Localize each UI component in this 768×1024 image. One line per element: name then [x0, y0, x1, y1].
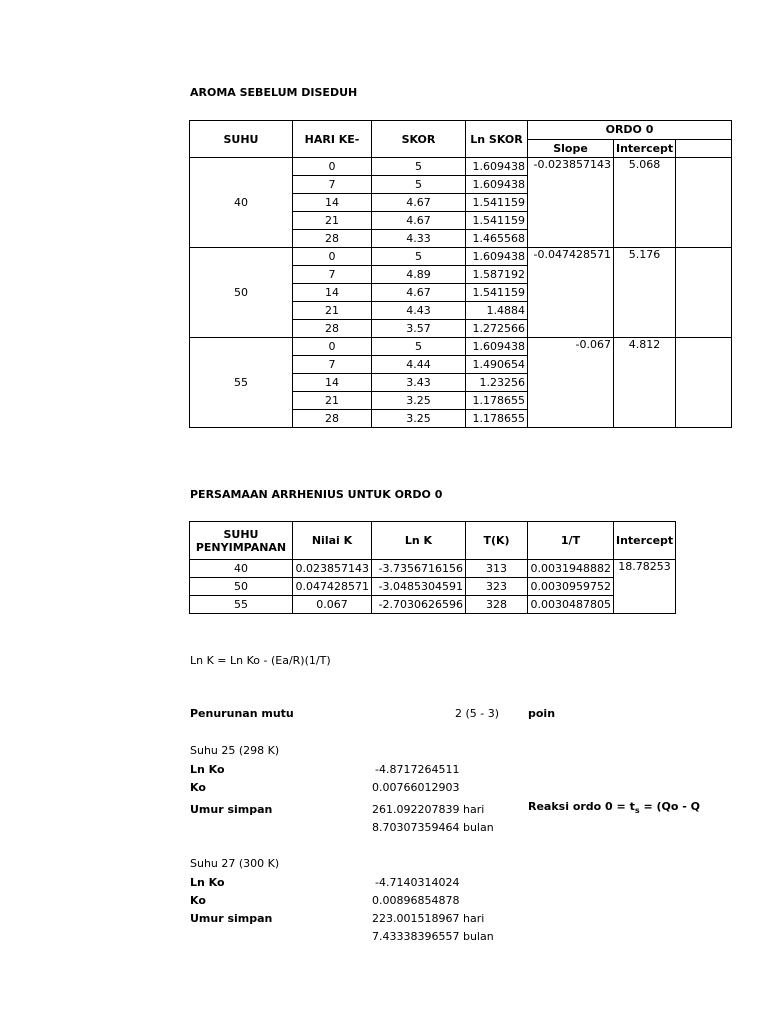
ln-skor-cell: 1.272566 — [466, 320, 528, 338]
row-t: 328 — [466, 596, 528, 614]
skor-cell: 4.67 — [372, 212, 466, 230]
reaksi-prefix: Reaksi ordo 0 = t — [528, 800, 635, 813]
suhu25-ko-value: 0.00766012903 — [372, 781, 460, 794]
header-skor: SKOR — [372, 121, 466, 158]
suhu25-lnko-value: -4.8717264511 — [375, 763, 460, 776]
hari-cell: 28 — [293, 320, 372, 338]
skor-cell: 3.25 — [372, 410, 466, 428]
ln-skor-cell: 1.609438 — [466, 248, 528, 266]
suhu-cell: 55 — [190, 338, 293, 428]
skor-cell: 3.57 — [372, 320, 466, 338]
intercept-cell: 4.812 — [614, 338, 676, 428]
ln-skor-cell: 1.490654 — [466, 356, 528, 374]
table-row — [190, 248, 732, 266]
row-t: 313 — [466, 560, 528, 578]
suhu25-title: Suhu 25 (298 K) — [190, 744, 280, 757]
ln-skor-cell: 1.541159 — [466, 212, 528, 230]
header-suhu-line1: SUHU — [223, 527, 259, 541]
suhu-cell: 50 — [190, 248, 293, 338]
skor-cell: 3.25 — [372, 392, 466, 410]
hari-cell: 28 — [293, 410, 372, 428]
row-lnk: -3.7356716156 — [372, 560, 466, 578]
arrhenius-equation: Ln K = Ln Ko - (Ea/R)(1/T) — [190, 654, 331, 667]
slope-cell: -0.023857143 — [528, 158, 614, 248]
suhu25-ko-label: Ko — [190, 781, 206, 794]
hari-cell: 21 — [293, 212, 372, 230]
ln-skor-cell: 1.4884 — [466, 302, 528, 320]
aroma-table-clip — [189, 120, 676, 432]
intercept-cell: 5.176 — [614, 248, 676, 338]
hari-cell: 14 — [293, 374, 372, 392]
header-intercept2: Intercept — [614, 522, 676, 560]
empty-cell — [676, 158, 732, 248]
skor-cell: 4.67 — [372, 194, 466, 212]
row-suhu: 40 — [190, 560, 293, 578]
reaksi-formula — [528, 800, 700, 815]
suhu25-umur-label: Umur simpan — [190, 803, 273, 816]
empty-cell — [676, 338, 732, 428]
skor-cell: 4.33 — [372, 230, 466, 248]
row-t: 323 — [466, 578, 528, 596]
ln-skor-cell: 1.609438 — [466, 338, 528, 356]
suhu27-lnko-value: -4.7140314024 — [375, 876, 460, 889]
header-suhu-line2: PENYIMPANAN — [195, 540, 287, 554]
suhu25-bulan: 8.70307359464 bulan — [372, 821, 494, 834]
hari-cell: 0 — [293, 338, 372, 356]
empty-cell — [676, 248, 732, 338]
suhu27-lnko-label: Ln Ko — [190, 876, 225, 889]
hari-cell: 7 — [293, 356, 372, 374]
hari-cell: 0 — [293, 248, 372, 266]
header-suhu-penyimpanan — [190, 522, 293, 560]
suhu25-hari: 261.092207839 hari — [372, 803, 485, 816]
header-hari: HARI KE- — [293, 121, 372, 158]
hari-cell: 28 — [293, 230, 372, 248]
header-ordo: ORDO 0 — [528, 121, 732, 140]
arrhenius-table-clip — [189, 521, 676, 616]
skor-cell: 5 — [372, 176, 466, 194]
hari-cell: 7 — [293, 176, 372, 194]
reaksi-suffix: = (Qo - Q — [639, 800, 701, 813]
reaksi-clip — [528, 798, 701, 820]
header-ln-skor: Ln SKOR — [466, 121, 528, 158]
skor-cell: 4.67 — [372, 284, 466, 302]
hari-cell: 0 — [293, 158, 372, 176]
hari-cell: 21 — [293, 392, 372, 410]
hari-cell: 14 — [293, 194, 372, 212]
suhu27-ko-label: Ko — [190, 894, 206, 907]
header-suhu: SUHU — [190, 121, 293, 158]
skor-cell: 4.44 — [372, 356, 466, 374]
header-tk: T(K) — [466, 522, 528, 560]
ln-skor-cell: 1.178655 — [466, 392, 528, 410]
reaksi-subscript: s — [634, 806, 640, 816]
penurunan-label: Penurunan mutu — [190, 707, 294, 720]
suhu-cell: 40 — [190, 158, 293, 248]
skor-cell: 4.89 — [372, 266, 466, 284]
hari-cell: 7 — [293, 266, 372, 284]
intercept-value: 18.78253 — [614, 560, 676, 614]
section-title-arrhenius: PERSAMAAN ARRHENIUS UNTUK ORDO 0 — [190, 488, 443, 501]
skor-cell: 5 — [372, 248, 466, 266]
row-lnk: -3.0485304591 — [372, 578, 466, 596]
ln-skor-cell: 1.541159 — [466, 284, 528, 302]
skor-cell: 5 — [372, 338, 466, 356]
table-row — [190, 338, 732, 356]
ln-skor-cell: 1.587192 — [466, 266, 528, 284]
row-k: 0.023857143 — [293, 560, 372, 578]
table-row — [190, 158, 732, 176]
skor-cell: 4.43 — [372, 302, 466, 320]
hari-cell: 14 — [293, 284, 372, 302]
intercept-cell: 5.068 — [614, 158, 676, 248]
suhu27-title: Suhu 27 (300 K) — [190, 857, 280, 870]
ln-skor-cell: 1.465568 — [466, 230, 528, 248]
ln-skor-cell: 1.23256 — [466, 374, 528, 392]
suhu27-bulan: 7.43338396557 bulan — [372, 930, 494, 943]
row-suhu: 50 — [190, 578, 293, 596]
ln-skor-cell: 1.609438 — [466, 158, 528, 176]
row-k: 0.047428571 — [293, 578, 372, 596]
ln-skor-cell: 1.609438 — [466, 176, 528, 194]
suhu27-umur-label: Umur simpan — [190, 912, 273, 925]
penurunan-value: 2 (5 - 3) — [455, 707, 500, 720]
header-intercept: Intercept — [614, 139, 676, 158]
ln-skor-cell: 1.541159 — [466, 194, 528, 212]
header-ln-k: Ln K — [372, 522, 466, 560]
row-lnk: -2.7030626596 — [372, 596, 466, 614]
aroma-table — [189, 120, 732, 428]
ln-skor-cell: 1.178655 — [466, 410, 528, 428]
suhu27-hari: 223.001518967 hari — [372, 912, 485, 925]
skor-cell: 5 — [372, 158, 466, 176]
suhu27-ko-value: 0.00896854878 — [372, 894, 460, 907]
slope-cell: -0.047428571 — [528, 248, 614, 338]
row-inv-t: 0.0031948882 — [528, 560, 614, 578]
row-suhu: 55 — [190, 596, 293, 614]
suhu25-lnko-label: Ln Ko — [190, 763, 225, 776]
row-inv-t: 0.0030487805 — [528, 596, 614, 614]
header-slope: Slope — [528, 139, 614, 158]
header-nilai-k: Nilai K — [293, 522, 372, 560]
arrhenius-table — [189, 521, 676, 614]
hari-cell: 21 — [293, 302, 372, 320]
row-k: 0.067 — [293, 596, 372, 614]
row-inv-t: 0.0030959752 — [528, 578, 614, 596]
skor-cell: 3.43 — [372, 374, 466, 392]
header-empty — [676, 139, 732, 158]
penurunan-unit: poin — [528, 707, 556, 720]
header-inv-t: 1/T — [528, 522, 614, 560]
section-title-aroma: AROMA SEBELUM DISEDUH — [190, 86, 358, 99]
slope-cell: -0.067 — [528, 338, 614, 428]
